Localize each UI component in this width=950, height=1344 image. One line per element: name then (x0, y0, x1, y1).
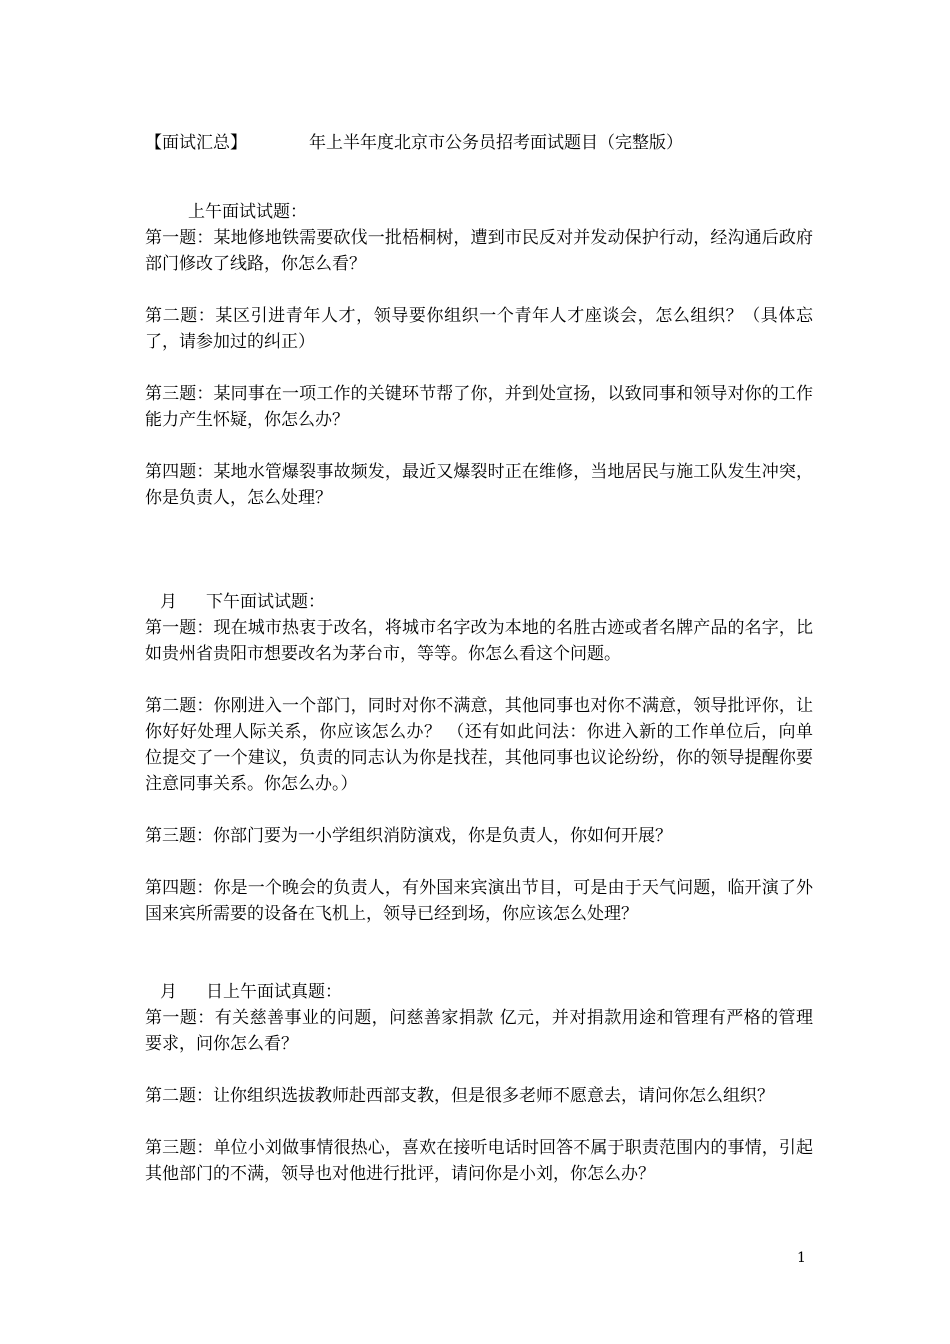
question-item: 第二题：让你组织选拔教师赴西部支教，但是很多老师不愿意去，请问你怎么组织？ (145, 1086, 774, 1106)
question-item: 第一题：有关慈善事业的问题，问慈善家捐款 亿元，并对捐款用途和管理有严格的管理要求，问你怎么看？ (145, 1008, 813, 1054)
section-afternoon (145, 589, 813, 927)
title-main: 年上半年度北京市公务员招考面试题目（完整版） (309, 133, 683, 153)
section-morning (145, 199, 813, 511)
title-prefix: 【面试汇总】 (145, 133, 247, 153)
question-item: 第二题：你刚进入一个部门，同时对你不满意，其他同事也对你不满意，领导批评你，让你好好处理人际关系，你应该怎么办？ （还有如此问法：你进入新的工作单位后，向单位提交了一个建议，负责的同志认为你是找茬，其他同事也议论纷纷，你的领导提醒你要注意同事关系。你怎么办。） (145, 696, 813, 794)
question-item: 第四题：你是一个晚会的负责人，有外国来宾演出节目，可是由于天气问题，临开演了外国来宾所需要的设备在飞机上，领导已经到场，你应该怎么处理？ (145, 878, 813, 924)
document-body (145, 199, 813, 1187)
question-item: 第三题：你部门要为一小学组织消防演戏，你是负责人，你如何开展？ (145, 826, 672, 846)
question-item: 第四题：某地水管爆裂事故频发，最近又爆裂时正在维修，当地居民与施工队发生冲突，你是负责人，怎么处理？ (145, 462, 813, 508)
question-item: 第二题：某区引进青年人才，领导要你组织一个青年人才座谈会，怎么组织？（具体忘了，请参加过的纠正） (145, 306, 813, 352)
section-heading: 月 下午面试试题： (160, 592, 325, 612)
question-item: 第三题：某同事在一项工作的关键环节帮了你，并到处宣扬，以致同事和领导对你的工作能力产生怀疑，你怎么办？ (145, 384, 813, 430)
page-number: 1 (797, 1250, 806, 1266)
section-heading: 上午面试试题： (188, 202, 307, 222)
document-title (145, 130, 825, 156)
question-item: 第三题：单位小刘做事情很热心，喜欢在接听电话时回答不属于职责范围内的事情，引起其他部门的不满，领导也对他进行批评，请问你是小刘，你怎么办？ (145, 1138, 813, 1184)
question-item: 第一题：某地修地铁需要砍伐一批梧桐树，遭到市民反对并发动保护行动，经沟通后政府部门修改了线路，你怎么看？ (145, 228, 813, 274)
section-heading: 月 日上午面试真题： (160, 982, 342, 1002)
question-item: 第一题：现在城市热衷于改名，将城市名字改为本地的名胜古迹或者名牌产品的名字，比如贵州省贵阳市想要改名为茅台市，等等。你怎么看这个问题。 (145, 618, 813, 664)
section-real-exam (145, 979, 813, 1187)
